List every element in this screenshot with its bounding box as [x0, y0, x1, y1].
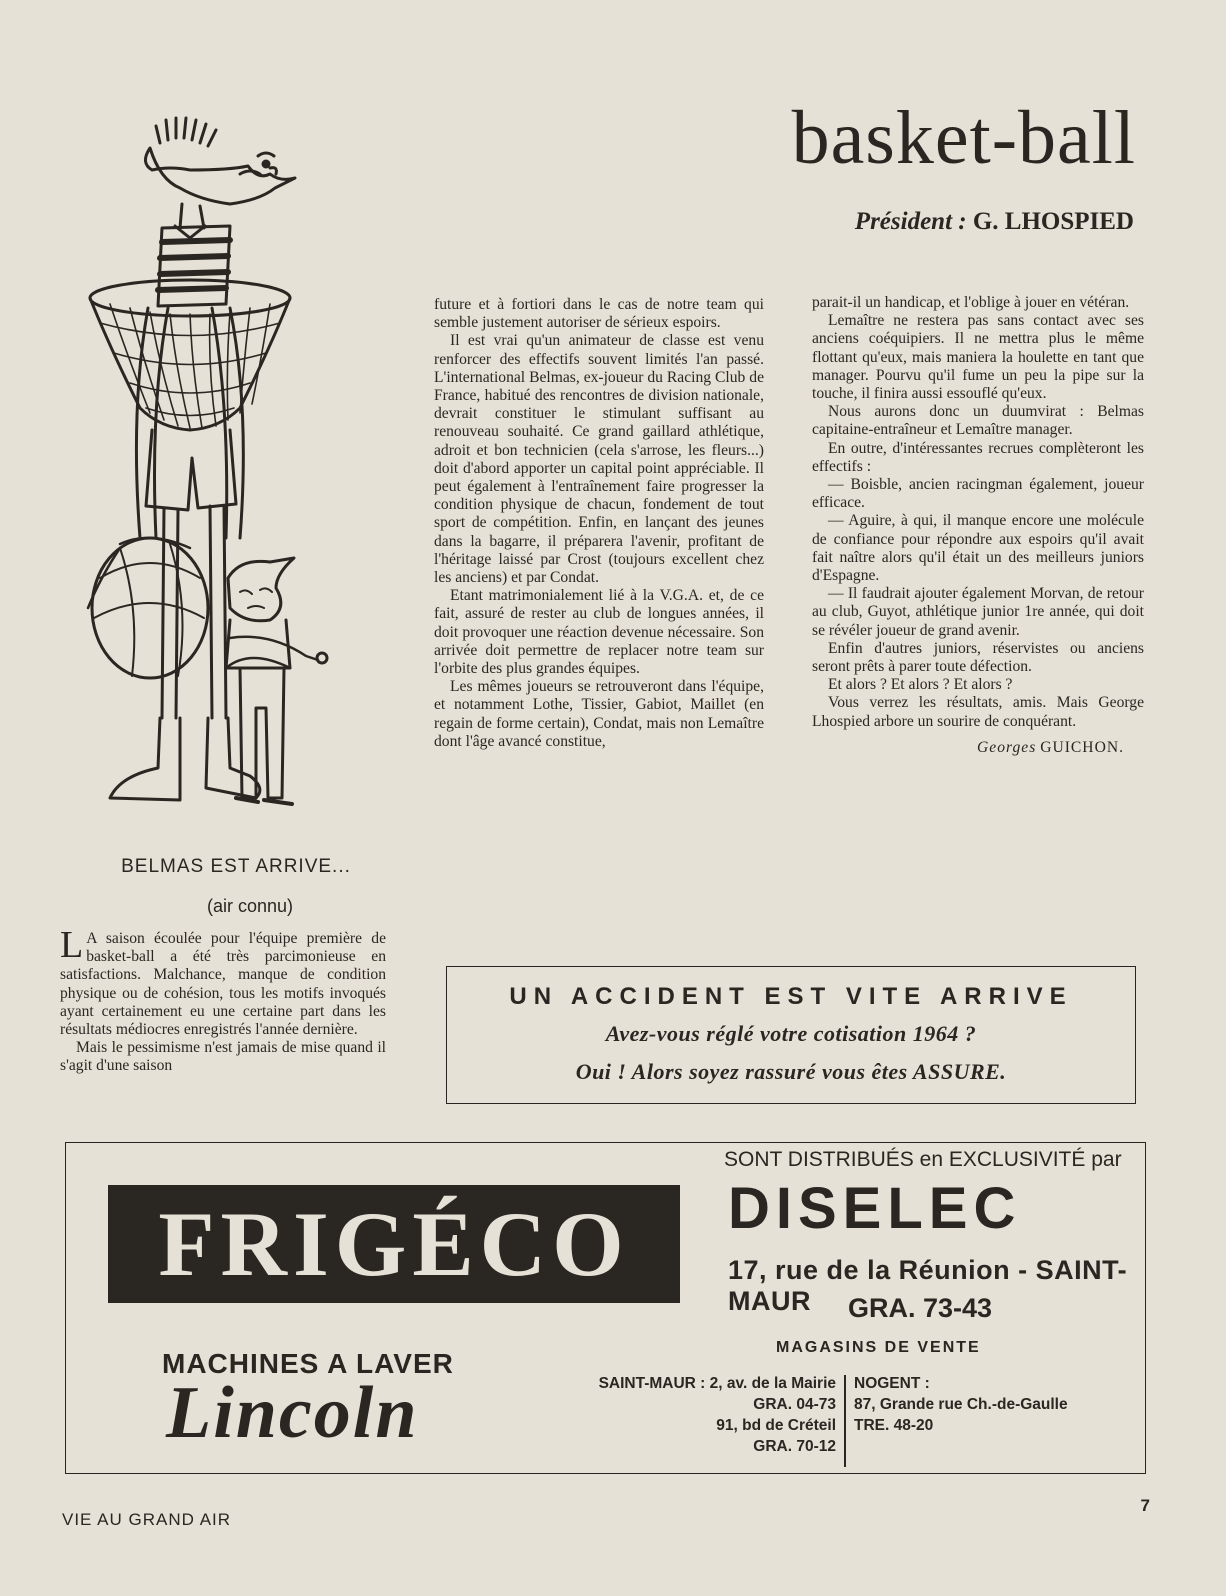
section-title: basket-ball: [791, 96, 1136, 180]
ad-machines-label: MACHINES A LAVER: [162, 1348, 454, 1379]
president-name: G. LHOSPIED: [972, 208, 1134, 235]
signature-first-name: Georges: [977, 738, 1037, 756]
article-paragraph: Mais le pessimisme n'est jamais de mise quand il s'agit d'une saison: [60, 1039, 386, 1075]
article-paragraph: Les mêmes joueurs se retrouveront dans l'équipe, et notamment Lothe, Tissier, Gabiot, Maillet (en regain de forme certain), Condat, mais non Lemaître dont l'âge avancé constitue,: [434, 678, 764, 750]
article-paragraph: — Boisble, ancien racingman également, joueur efficace.: [812, 476, 1144, 512]
signature-last-name: GUICHON.: [1040, 738, 1124, 756]
brand-logo-frigeco: FRIGÉCO: [108, 1185, 680, 1303]
article-paragraph: L A saison écoulée pour l'équipe première de basket-ball a été très parcimonieuse en satisfactions. Malchance, manque de condition physique ou de cohésion, tous les motifs invoqués ayant certainement eu une certaine part dans les résultats médiocres enregistrés l'année dernière.: [60, 924, 386, 1039]
store-divider: [844, 1375, 846, 1467]
president-label: Président :: [854, 208, 967, 235]
notice-reassurance: Oui ! Alors soyez rassuré vous êtes ASSURE.: [575, 1059, 1007, 1084]
stores-title: MAGASINS DE VENTE: [776, 1339, 981, 1356]
page-number: 7: [1140, 1496, 1150, 1515]
distributor-phone: GRA. 73-43: [848, 1293, 993, 1323]
notice-question: Avez-vous réglé votre cotisation 1964 ?: [605, 1021, 977, 1046]
notice-headline: UN ACCIDENT EST VITE ARRIVE: [509, 983, 1073, 1010]
publication-name: VIE AU GRAND AIR: [62, 1510, 232, 1529]
article-paragraph: Enfin d'autres juniors, réservistes ou anciens seront prêts à parer toute défection.: [812, 639, 1144, 676]
store-nogent: NOGENT : 87, Grande rue Ch.-de-Gaulle TRE. 48-20: [854, 1375, 1068, 1434]
illustration-caption-title: BELMAS EST ARRIVE...: [121, 856, 351, 877]
article-column-3: [812, 294, 1144, 757]
article-column-2: [434, 296, 764, 751]
article-paragraph: parait-il un handicap, et l'oblige à jouer en vétéran.: [812, 294, 1130, 311]
ad-distributed-by: SONT DISTRIBUÉS en EXCLUSIVITÉ par: [724, 1148, 1122, 1171]
store-saint-maur: SAINT-MAUR : 2, av. de la Mairie GRA. 04-73 91, bd de Créteil GRA. 70-12: [598, 1375, 836, 1455]
president-line: [855, 208, 1134, 236]
distributor-name: DISELEC: [728, 1176, 1022, 1241]
article-column-1: [60, 924, 386, 1076]
article-paragraph: — Il faudrait ajouter également Morvan, de retour au club, Guyot, athlétique junior 1re année, qui doit se révéler joueur de grand avenir.: [812, 585, 1144, 639]
illustration-caption-subtitle: (air connu): [206, 896, 294, 916]
article-paragraph: Etant matrimonialement lié à la V.G.A. et, de ce fait, assuré de rester au club de longues années, il doit provoquer une réaction devenue nécessaire. Son arrivée doit permettre de replacer notre team sur l'orbite des plus grandes équipes.: [434, 587, 764, 678]
article-paragraph: Et alors ? Et alors ? Et alors ?: [828, 676, 1013, 694]
article-paragraph: — Aguire, à qui, il manque encore une molécule de confiance pour répondre aux espoirs qu'il avait fait naître alors qu'il était un des meilleurs juniors d'Espagne.: [812, 512, 1144, 585]
article-paragraph: En outre, d'intéressantes recrues complèteront les effectifs :: [812, 439, 1144, 475]
article-paragraph: Vous verrez les résultats, amis. Mais George Lhospied arbore un sourire de conquérant.: [812, 694, 1144, 730]
article-paragraph: Il est vrai qu'un animateur de classe est venu renforcer des effectifs souvent limités l'an passé. L'international Belmas, ex-joueur du Racing Club de France, habitué des rencontres de division nationale, devrait constituer le stimulant suffisant au renouveau souhaité. Ce grand gaillard athlétique, adroit et bon technicien (cela s'arrose, les fleurs...) doit d'abord apporter un capital point appréciable. Il peut également à l'entraînement faire progresser la condition physique de chacun, fondement de tout sport de compétition. Enfin, en lançant des jeunes dans la bagarre, il préparera l'avenir, profitant de l'héritage laissé par Crost (toujours excellent chez les anciens) et par Condat.: [434, 332, 764, 587]
cartoon-illustration: [80, 108, 350, 828]
article-signature: [812, 739, 1144, 757]
distributor-address: 17, rue de la Réunion - SAINT-MAUR: [728, 1255, 1128, 1316]
drop-cap: L: [60, 924, 84, 966]
brand-logo-lincoln: Lincoln: [166, 1372, 419, 1454]
insurance-notice-box: [446, 966, 1136, 1104]
article-paragraph: future et à fortiori dans le cas de notre team qui semble justement autoriser de sérieux espoirs.: [434, 296, 764, 332]
article-paragraph: Lemaître ne restera pas sans contact avec ses anciens coéquipiers. Il ne mettra plus le même flottant qu'eux, mais maniera la houlette en tant que manager. Pourvu qu'il fume un peu la pipe sur la touche, il finira aussi essouflé qu'eux.: [812, 312, 1144, 403]
article-paragraph: Nous aurons donc un duumvirat : Belmas capitaine-entraîneur et Lemaître manager.: [812, 403, 1144, 439]
advertisement: [65, 1142, 1146, 1474]
